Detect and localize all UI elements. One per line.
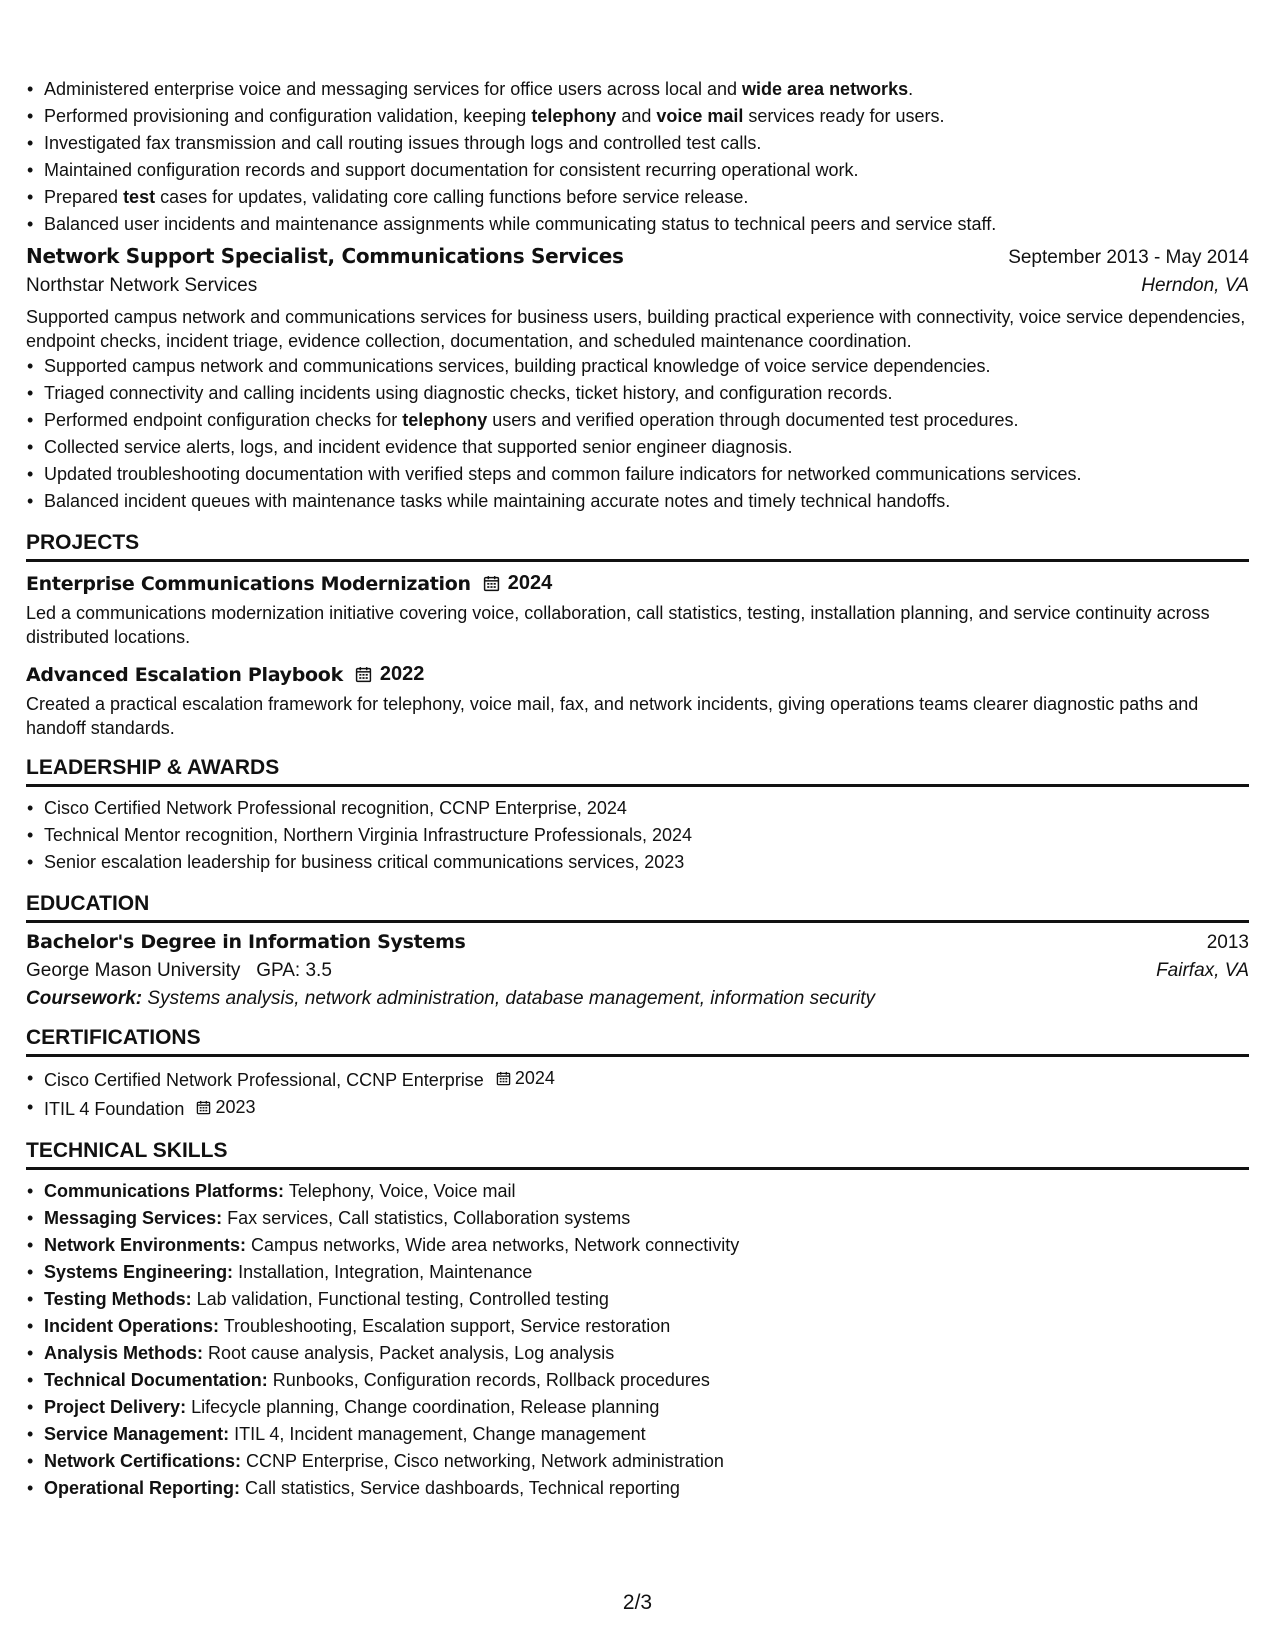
job-bullet [44,434,1249,461]
project-description: Created a practical escalation framework for telephony, voice mail, fax, and network incidents, giving operations teams clearer diagnostic paths and handoff standards. [26,694,1199,738]
certification-year: 2024 [514,1068,555,1088]
calendar-icon [196,1100,211,1115]
award-item: • Cisco Certified Network Professional recognition, CCNP Enterprise, 2024 [44,795,1249,822]
job-bullet [44,353,1249,380]
experience-bullet [44,76,1249,103]
gpa: GPA: 3.5 [256,960,332,981]
skill-category: Project Delivery: [44,1397,187,1417]
skill-list: Telephony, Voice, Voice mail [284,1181,516,1201]
job-bullet [44,461,1249,488]
job-bullet [44,380,1249,407]
bullet-text: Administered enterprise voice and messaging services for office users across local and [44,79,743,99]
project-entry [26,572,1249,649]
bullet-keyword: telephony [531,106,617,126]
resume-page [26,76,1249,1502]
bullet-keyword: wide area networks [742,79,909,99]
skill-item [44,1394,1249,1421]
calendar-icon [496,1071,511,1086]
certification-item [44,1094,1249,1123]
experience-bullet [44,130,1249,157]
skill-item [44,1448,1249,1475]
job-bullets [26,353,1249,515]
bullet-text: cases for updates, validating core calling functions before service release. [155,187,749,207]
skill-category: Incident Operations: [44,1316,220,1336]
bullet-text: Collected service alerts, logs, and incident evidence that supported senior engineer diagnosis. [44,437,793,457]
projects-heading: PROJECTS [26,529,1249,562]
skill-item [44,1178,1249,1205]
certification-name: ITIL 4 Foundation [44,1099,185,1119]
bullet-text: Supported campus network and communications services, building practical knowledge of voice service dependencies. [44,356,991,376]
skills-list [26,1178,1249,1502]
page-number: 2/3 [622,1591,653,1614]
skill-category: Operational Reporting: [44,1478,241,1498]
job-dates: September 2013 - May 2014 [1008,247,1249,268]
skills-heading: TECHNICAL SKILLS [26,1137,1249,1170]
skill-list: ITIL 4, Incident management, Change management [229,1424,646,1444]
skill-list: Lab validation, Functional testing, Controlled testing [191,1289,609,1309]
bullet-text: Performed endpoint configuration checks for [44,410,403,430]
skill-list: Lifecycle planning, Change coordination, Release planning [186,1397,660,1417]
leadership-list [26,795,1249,876]
bullet-keyword: test [123,187,156,207]
experience-bullets-previous-role [26,76,1249,238]
projects-list [26,572,1249,740]
skill-item [44,1367,1249,1394]
certifications-heading: CERTIFICATIONS [26,1024,1249,1057]
skill-item [44,1205,1249,1232]
project-year: 2022 [379,663,425,685]
calendar-icon [355,666,372,683]
experience-bullet [44,211,1249,238]
skill-category: Messaging Services: [44,1208,223,1228]
coursework-list: Systems analysis, network administration, database management, information security [147,988,876,1009]
experience-bullet [44,157,1249,184]
job-company: Northstar Network Services [26,275,258,296]
skill-category: Communications Platforms: [44,1181,285,1201]
project-name: Advanced Escalation Playbook [26,663,343,686]
skill-category: Network Environments: [44,1235,247,1255]
skill-category: Technical Documentation: [44,1370,268,1390]
award-item: • Senior escalation leadership for business critical communications services, 2023 [44,849,1249,876]
award-item: • Technical Mentor recognition, Northern Virginia Infrastructure Professionals, 2024 [44,822,1249,849]
skill-item [44,1475,1249,1502]
skill-list: CCNP Enterprise, Cisco networking, Network administration [241,1451,724,1471]
degree-title: Bachelor's Degree in Information Systems [26,931,466,953]
education-entry [26,931,1249,1010]
skill-list: Installation, Integration, Maintenance [233,1262,533,1282]
bullet-text: Updated troubleshooting documentation with verified steps and common failure indicators for networked communications services. [44,464,1082,484]
bullet-text: . [908,79,914,99]
degree-year: 2013 [1206,932,1249,953]
bullet-text: users and verified operation through documented test procedures. [487,410,1019,430]
skill-category: Testing Methods: [44,1289,192,1309]
job-location: Herndon, VA [1141,275,1249,296]
skill-item [44,1259,1249,1286]
experience-bullet [44,184,1249,211]
bullet-text: Performed provisioning and configuration validation, keeping [44,106,532,126]
skill-item [44,1340,1249,1367]
skill-category: Network Certifications: [44,1451,242,1471]
job-summary: Supported campus network and communications services for business users, building practical experience with connectivity, voice service dependencies, endpoint checks, incident triage, evidence collection, documentation, and scheduled maintenance coordination. [26,307,1246,351]
certification-name: Cisco Certified Network Professional, CCNP Enterprise [44,1070,484,1090]
bullet-text: and [616,106,657,126]
bullet-text: Balanced user incidents and maintenance assignments while communicating status to technical peers and service staff. [44,214,997,234]
coursework [26,988,1249,1010]
job-bullet [44,407,1249,434]
leadership-heading: LEADERSHIP & AWARDS [26,754,1249,787]
skill-list: Campus networks, Wide area networks, Network connectivity [246,1235,740,1255]
skill-list: Fax services, Call statistics, Collaboration systems [222,1208,631,1228]
school-location: Fairfax, VA [1156,960,1249,981]
experience-bullet [44,103,1249,130]
skill-item [44,1313,1249,1340]
skill-category: Systems Engineering: [44,1262,234,1282]
project-year: 2024 [507,572,553,594]
skill-list: Root cause analysis, Packet analysis, Log analysis [203,1343,615,1363]
school-name: George Mason University [26,960,241,981]
bullet-keyword: telephony [402,410,488,430]
bullet-text: Balanced incident queues with maintenance tasks while maintaining accurate notes and timely technical handoffs. [44,491,951,511]
certifications-list [26,1065,1249,1123]
project-name: Enterprise Communications Modernization [26,572,471,595]
calendar-icon [483,575,500,592]
job-title: Network Support Specialist, Communications Services [26,244,624,268]
skill-list: Runbooks, Configuration records, Rollback procedures [267,1370,710,1390]
bullet-text: Maintained configuration records and support documentation for consistent recurring operational work. [44,160,859,180]
skill-list: Troubleshooting, Escalation support, Service restoration [219,1316,671,1336]
bullet-text: Triaged connectivity and calling incidents using diagnostic checks, ticket history, and configuration records. [44,383,893,403]
bullet-text: Investigated fax transmission and call routing issues through logs and controlled test calls. [44,133,762,153]
skill-list: Call statistics, Service dashboards, Technical reporting [240,1478,680,1498]
skill-category: Service Management: [44,1424,230,1444]
project-description: Led a communications modernization initiative covering voice, collaboration, call statistics, testing, installation planning, and service continuity across distributed locations. [26,603,1210,647]
certification-year: 2023 [215,1097,256,1117]
bullet-text: services ready for users. [743,106,945,126]
bullet-text: Prepared [44,187,124,207]
skill-item [44,1232,1249,1259]
bullet-keyword: voice mail [656,106,744,126]
skill-item [44,1286,1249,1313]
project-entry [26,663,1249,740]
skill-category: Analysis Methods: [44,1343,204,1363]
job-bullet [44,488,1249,515]
coursework-label: Coursework: [26,988,143,1009]
job-entry [26,244,1249,515]
skill-item [44,1421,1249,1448]
education-heading: EDUCATION [26,890,1249,923]
certification-item [44,1065,1249,1094]
